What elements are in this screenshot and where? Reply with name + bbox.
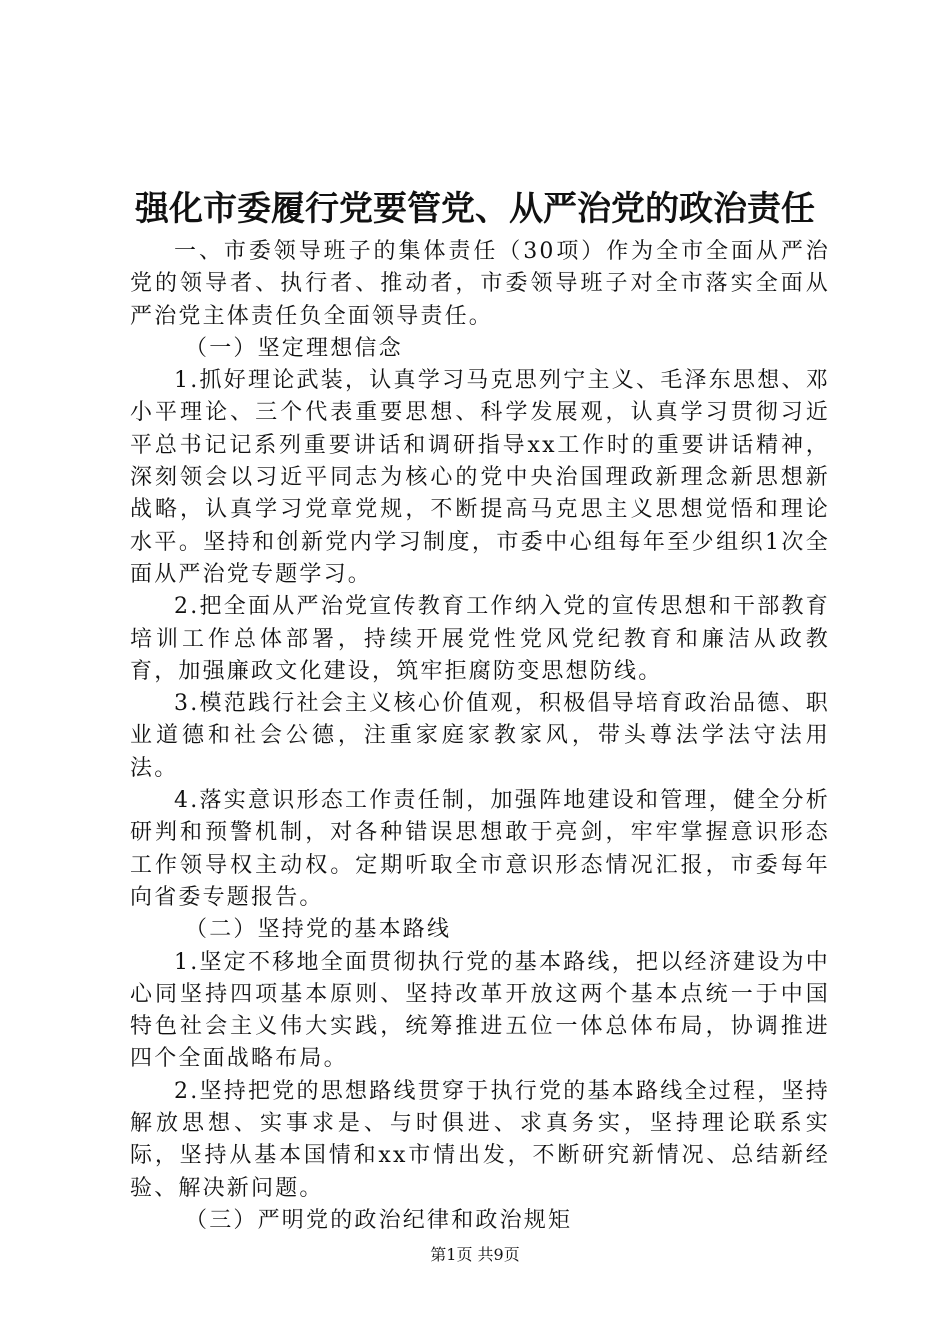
paragraph: 1.坚定不移地全面贯彻执行党的基本路线，把以经济建设为中心同坚持四项基本原则、坚持改革开放这两个基本点统一于中国特色社会主义伟大实践，统筹推进五位一体总体布局，协调推进四个全面战略布局。 bbox=[130, 949, 830, 1072]
paragraph: 2.把全面从严治党宣传教育工作纳入党的宣传思想和干部教育培训工作总体部署，持续开展党性党风党纪教育和廉洁从政教育，加强廉政文化建设，筑牢拒腐防变思想防线。 bbox=[130, 594, 830, 684]
paragraph: 2.坚持把党的思想路线贯穿于执行党的基本路线全过程，坚持解放思想、实事求是、与时俱进、求真务实，坚持理论联系实际，坚持从基本国情和xx市情出发，不断研究新情况、总结新经验、解决新问题。 bbox=[130, 1078, 830, 1201]
section-heading: （二）坚持党的基本路线 bbox=[185, 917, 452, 943]
section-heading: （三）严明党的政治纪律和政治规矩 bbox=[185, 1207, 573, 1233]
paragraph: 一、市委领导班子的集体责任（30项）作为全市全面从严治党的领导者、执行者、推动者，市委领导班子对全市落实全面从严治党主体责任负全面领导责任。 bbox=[130, 239, 830, 329]
paragraph: 1.抓好理论武装，认真学习马克思列宁主义、毛泽东思想、邓小平理论、三个代表重要思想、科学发展观，认真学习贯彻习近平总书记记系列重要讲话和调研指导xx工作时的重要讲话精神，深刻领会以习近平同志为核心的党中央治国理政新理念新思想新战略，认真学习党章党规，不断提高马克思主义思想觉悟和理论水平。坚持和创新党内学习制度，市委中心组每年至少组织1次全面从严治党专题学习。 bbox=[130, 368, 830, 587]
section-heading: （一）坚定理想信念 bbox=[185, 335, 403, 361]
document-body bbox=[130, 236, 830, 1237]
paragraph: 3.模范践行社会主义核心价值观，积极倡导培育政治品德、职业道德和社会公德，注重家庭家教家风，带头尊法学法守法用法。 bbox=[130, 691, 830, 781]
page-number-footer: 第1页 共9页 bbox=[430, 1245, 520, 1264]
page-title: 强化市委履行党要管党、从严治党的政治责任 bbox=[135, 189, 815, 229]
paragraph: 4.落实意识形态工作责任制，加强阵地建设和管理，健全分析研判和预警机制，对各种错误思想敢于亮剑，牢牢掌握意识形态工作领导权主动权。定期听取全市意识形态情况汇报，市委每年向省委专题报告。 bbox=[130, 788, 830, 910]
